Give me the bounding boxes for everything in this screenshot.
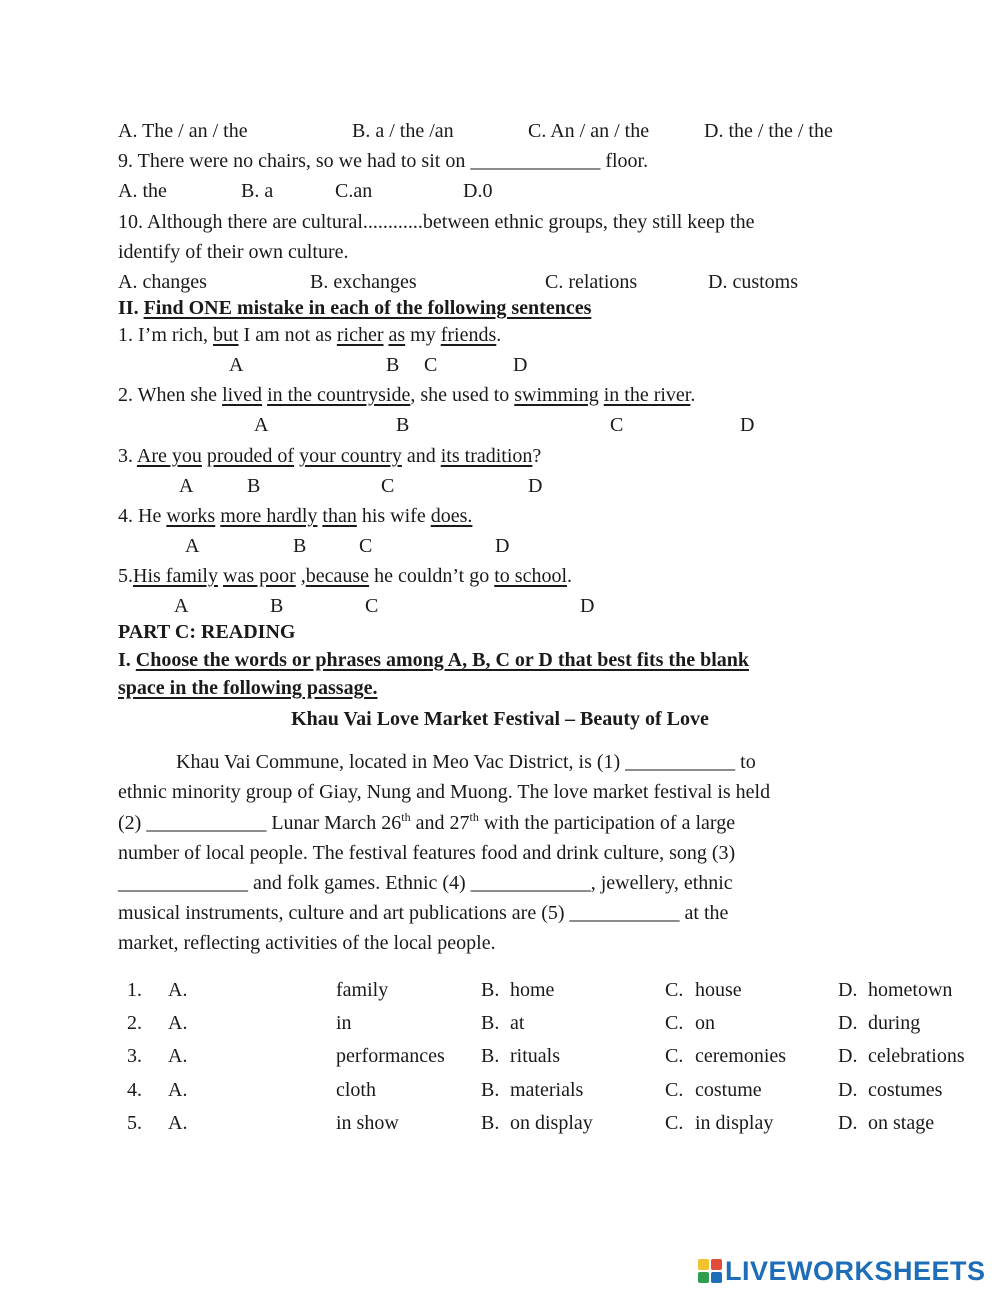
option-b-label: B. <box>481 1012 500 1034</box>
letter-d: D <box>740 414 755 436</box>
mistake-sentence-3 <box>118 444 541 468</box>
letter-b: B <box>293 535 307 557</box>
reading-1-heading <box>118 648 749 672</box>
sentence-text: I am not as <box>238 324 337 346</box>
option-a-underlined: but <box>212 324 239 346</box>
option-d-underlined: its tradition <box>440 445 533 467</box>
q8-option-b: B. a / the /an <box>352 120 454 142</box>
sentence-text: my <box>405 324 441 346</box>
q8-option-c: C. An / an / the <box>528 120 650 142</box>
option-a-underlined: lived <box>222 384 263 406</box>
option-a-underlined: His family <box>133 565 218 587</box>
option-c-text: on <box>695 1012 715 1034</box>
answer-number: 1. <box>127 979 142 1001</box>
option-d-text: on stage <box>868 1112 935 1134</box>
passage-line-5: _____________ and folk games. Ethnic (4) ____________, jewellery, ethnic <box>118 872 733 894</box>
option-b-label: B. <box>481 1112 500 1134</box>
option-d-underlined: friends <box>440 324 497 346</box>
option-c-text: ceremonies <box>695 1045 787 1067</box>
q9-question: 9. There were no chairs, so we had to sit on _____________ floor. <box>118 150 649 172</box>
option-c-underlined: your country <box>299 445 402 467</box>
letter-c: C <box>359 535 373 557</box>
letter-a: A <box>229 354 244 376</box>
mistake-sentence-2 <box>118 383 695 407</box>
q9-option-a: A. the <box>118 180 167 202</box>
letter-a: A <box>174 595 189 617</box>
passage-line-1: Khau Vai Commune, located in Meo Vac District, is (1) ___________ to <box>176 751 756 773</box>
logo-square-yellow <box>698 1259 709 1270</box>
logo-square-blue <box>711 1272 722 1283</box>
q10-option-b: B. exchanges <box>310 271 417 293</box>
sentence-text: , <box>295 565 306 587</box>
letter-b: B <box>247 475 261 497</box>
option-a-text: family <box>336 979 389 1001</box>
letter-b: B <box>270 595 284 617</box>
section-2-title: Find ONE mistake in each of the following sentences <box>143 297 592 319</box>
option-c-text: house <box>695 979 742 1001</box>
option-b-label: B. <box>481 979 500 1001</box>
part-c-heading: PART C: READING <box>118 621 296 643</box>
q10-option-c: C. relations <box>545 271 638 293</box>
option-c-label: C. <box>665 1079 684 1101</box>
option-c-text: in display <box>695 1112 774 1134</box>
sentence-text: ? <box>532 445 542 467</box>
q10-option-a: A. changes <box>118 271 207 293</box>
sentence-text: . <box>496 324 502 346</box>
q8-option-d: D. the / the / the <box>704 120 833 142</box>
mistake-sentence-1 <box>118 323 501 347</box>
option-d-label: D. <box>838 979 858 1001</box>
option-b-text: at <box>510 1012 525 1034</box>
option-a-text: cloth <box>336 1079 376 1101</box>
logo-square-green <box>698 1272 709 1283</box>
answer-number: 2. <box>127 1012 142 1034</box>
option-b-underlined: in the countryside <box>267 384 411 406</box>
letter-c: C <box>424 354 438 376</box>
option-c-underlined: as <box>388 324 406 346</box>
superscript: th <box>469 810 479 824</box>
superscript: th <box>401 810 411 824</box>
option-c-underlined: because <box>305 565 370 587</box>
option-a-label: A. <box>168 979 188 1001</box>
sentence-text: 3. <box>118 445 137 467</box>
mistake-sentence-5 <box>118 564 572 588</box>
option-c-label: C. <box>665 1112 684 1134</box>
logo-square-red <box>711 1259 722 1270</box>
option-b-underlined: prouded of <box>206 445 295 467</box>
letter-a: A <box>254 414 269 436</box>
passage-text: (2) ____________ Lunar March 26 <box>118 812 402 834</box>
reading-1-numeral: I. <box>118 649 131 671</box>
answer-number: 5. <box>127 1112 142 1134</box>
letter-d: D <box>513 354 528 376</box>
passage-line-3 <box>118 811 735 835</box>
sentence-text: 1. I’m rich, <box>118 324 213 346</box>
option-b-text: on display <box>510 1112 593 1134</box>
option-d-label: D. <box>838 1079 858 1101</box>
liveworksheets-wordmark: LIVEWORKSHEETS <box>725 1255 986 1286</box>
option-d-text: hometown <box>868 979 953 1001</box>
answer-number: 3. <box>127 1045 142 1067</box>
letter-a: A <box>185 535 200 557</box>
option-d-text: during <box>868 1012 921 1034</box>
option-b-underlined: richer <box>336 324 384 346</box>
q8-option-a: A. The / an / the <box>118 120 248 142</box>
option-c-underlined: than <box>322 505 357 527</box>
letter-b: B <box>396 414 410 436</box>
option-b-underlined: more hardly <box>220 505 318 527</box>
sentence-text: 2. When she <box>118 384 223 406</box>
passage-text: with the participation of a large <box>478 812 736 834</box>
option-d-label: D. <box>838 1045 858 1067</box>
section-2-heading <box>118 296 591 320</box>
option-c-label: C. <box>665 979 684 1001</box>
option-c-label: C. <box>665 1012 684 1034</box>
option-b-text: rituals <box>510 1045 560 1067</box>
letter-d: D <box>495 535 510 557</box>
q9-option-c: C.an <box>335 180 373 202</box>
letter-a: A <box>179 475 194 497</box>
option-a-label: A. <box>168 1012 188 1034</box>
letter-c: C <box>381 475 395 497</box>
option-d-underlined: does. <box>430 505 473 527</box>
option-a-text: performances <box>336 1045 445 1067</box>
reading-1-title-line1: Choose the words or phrases among A, B, C or D that best fits the blank <box>135 649 749 671</box>
letter-d: D <box>528 475 543 497</box>
option-c-underlined: swimming <box>514 384 599 406</box>
liveworksheets-logo-icon <box>697 1258 723 1284</box>
option-b-text: home <box>510 979 555 1001</box>
section-2-numeral: II. <box>118 297 139 319</box>
liveworksheets-logo[interactable] <box>697 1253 986 1289</box>
sentence-text: , she used to <box>410 384 515 406</box>
option-d-text: celebrations <box>868 1045 965 1067</box>
reading-1-title-line2: space in the following passage. <box>118 677 378 699</box>
option-d-label: D. <box>838 1012 858 1034</box>
passage-text: and 27 <box>410 812 470 834</box>
option-c-text: costume <box>695 1079 762 1101</box>
passage-line-7: market, reflecting activities of the local people. <box>118 932 496 954</box>
option-b-text: materials <box>510 1079 584 1101</box>
passage-line-2: ethnic minority group of Giay, Nung and Muong. The love market festival is held <box>118 781 771 803</box>
option-a-text: in show <box>336 1112 399 1134</box>
option-b-label: B. <box>481 1045 500 1067</box>
option-d-label: D. <box>838 1112 858 1134</box>
option-a-label: A. <box>168 1079 188 1101</box>
option-a-text: in <box>336 1012 352 1034</box>
option-b-underlined: was poor <box>223 565 296 587</box>
passage-title: Khau Vai Love Market Festival – Beauty of Love <box>291 708 709 730</box>
q9-option-d: D.0 <box>463 180 493 202</box>
letter-c: C <box>610 414 624 436</box>
q10-question-line2: identify of their own culture. <box>118 241 349 263</box>
sentence-text: 5. <box>118 565 133 587</box>
option-c-label: C. <box>665 1045 684 1067</box>
option-a-underlined: works <box>166 505 216 527</box>
letter-c: C <box>365 595 379 617</box>
sentence-text: and <box>401 445 441 467</box>
option-d-underlined: to school <box>494 565 568 587</box>
option-d-underlined: in the river <box>603 384 691 406</box>
letter-b: B <box>386 354 400 376</box>
passage-line-4: number of local people. The festival features food and drink culture, song (3) <box>118 842 736 864</box>
sentence-text: he couldn’t go <box>369 565 495 587</box>
sentence-text: 4. He <box>118 505 167 527</box>
option-a-label: A. <box>168 1045 188 1067</box>
answer-number: 4. <box>127 1079 142 1101</box>
q10-question-line1: 10. Although there are cultural............between ethnic groups, they still keep the <box>118 211 755 233</box>
option-a-underlined: Are you <box>136 445 202 467</box>
mistake-sentence-4 <box>118 504 472 528</box>
q10-option-d: D. customs <box>708 271 798 293</box>
q9-option-b: B. a <box>241 180 274 202</box>
sentence-text: . <box>567 565 573 587</box>
sentence-text: . <box>690 384 696 406</box>
passage-line-6: musical instruments, culture and art publications are (5) ___________ at the <box>118 902 729 924</box>
sentence-text: his wife <box>356 505 431 527</box>
option-a-label: A. <box>168 1112 188 1134</box>
option-d-text: costumes <box>868 1079 943 1101</box>
option-b-label: B. <box>481 1079 500 1101</box>
letter-d: D <box>580 595 595 617</box>
